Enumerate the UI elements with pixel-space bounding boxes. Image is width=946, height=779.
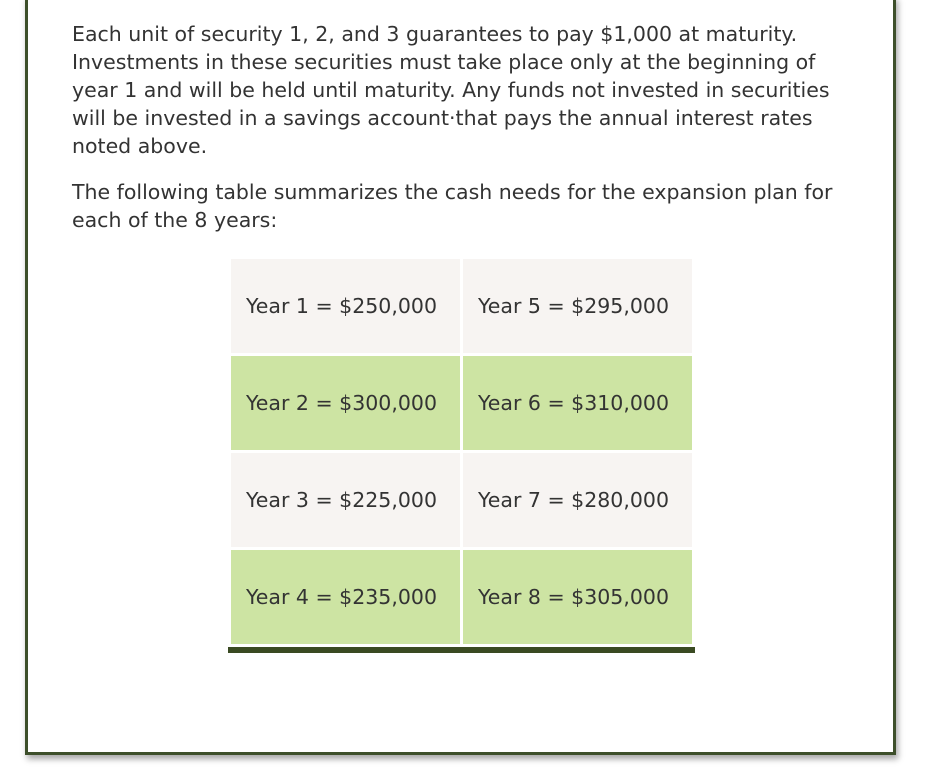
table-row	[231, 453, 692, 547]
table-row	[231, 550, 692, 644]
table-row	[231, 259, 692, 353]
table-row	[231, 356, 692, 450]
table-cell: Year 4 = $235,000	[231, 550, 460, 644]
paragraph-table-intro: The following table summarizes the cash needs for the expansion plan for each of the 8 years:	[72, 180, 833, 232]
table-cell: Year 8 = $305,000	[463, 550, 692, 644]
cash-needs-table-wrap	[228, 256, 695, 653]
paragraph-securities: Each unit of security 1, 2, and 3 guarantees to pay $1,000 at maturity. Investments in these securities must take place only at the beginning of year 1 and will be held until maturity. Any funds not invested in securities will be invested in a savings account·that pays the annual interest rates noted above.	[72, 22, 830, 158]
cash-needs-table	[228, 256, 695, 653]
table-cell: Year 2 = $300,000	[231, 356, 460, 450]
table-cell: Year 6 = $310,000	[463, 356, 692, 450]
table-cell: Year 7 = $280,000	[463, 453, 692, 547]
content-panel	[25, 0, 896, 755]
table-cell: Year 5 = $295,000	[463, 259, 692, 353]
table-cell: Year 1 = $250,000	[231, 259, 460, 353]
table-cell: Year 3 = $225,000	[231, 453, 460, 547]
